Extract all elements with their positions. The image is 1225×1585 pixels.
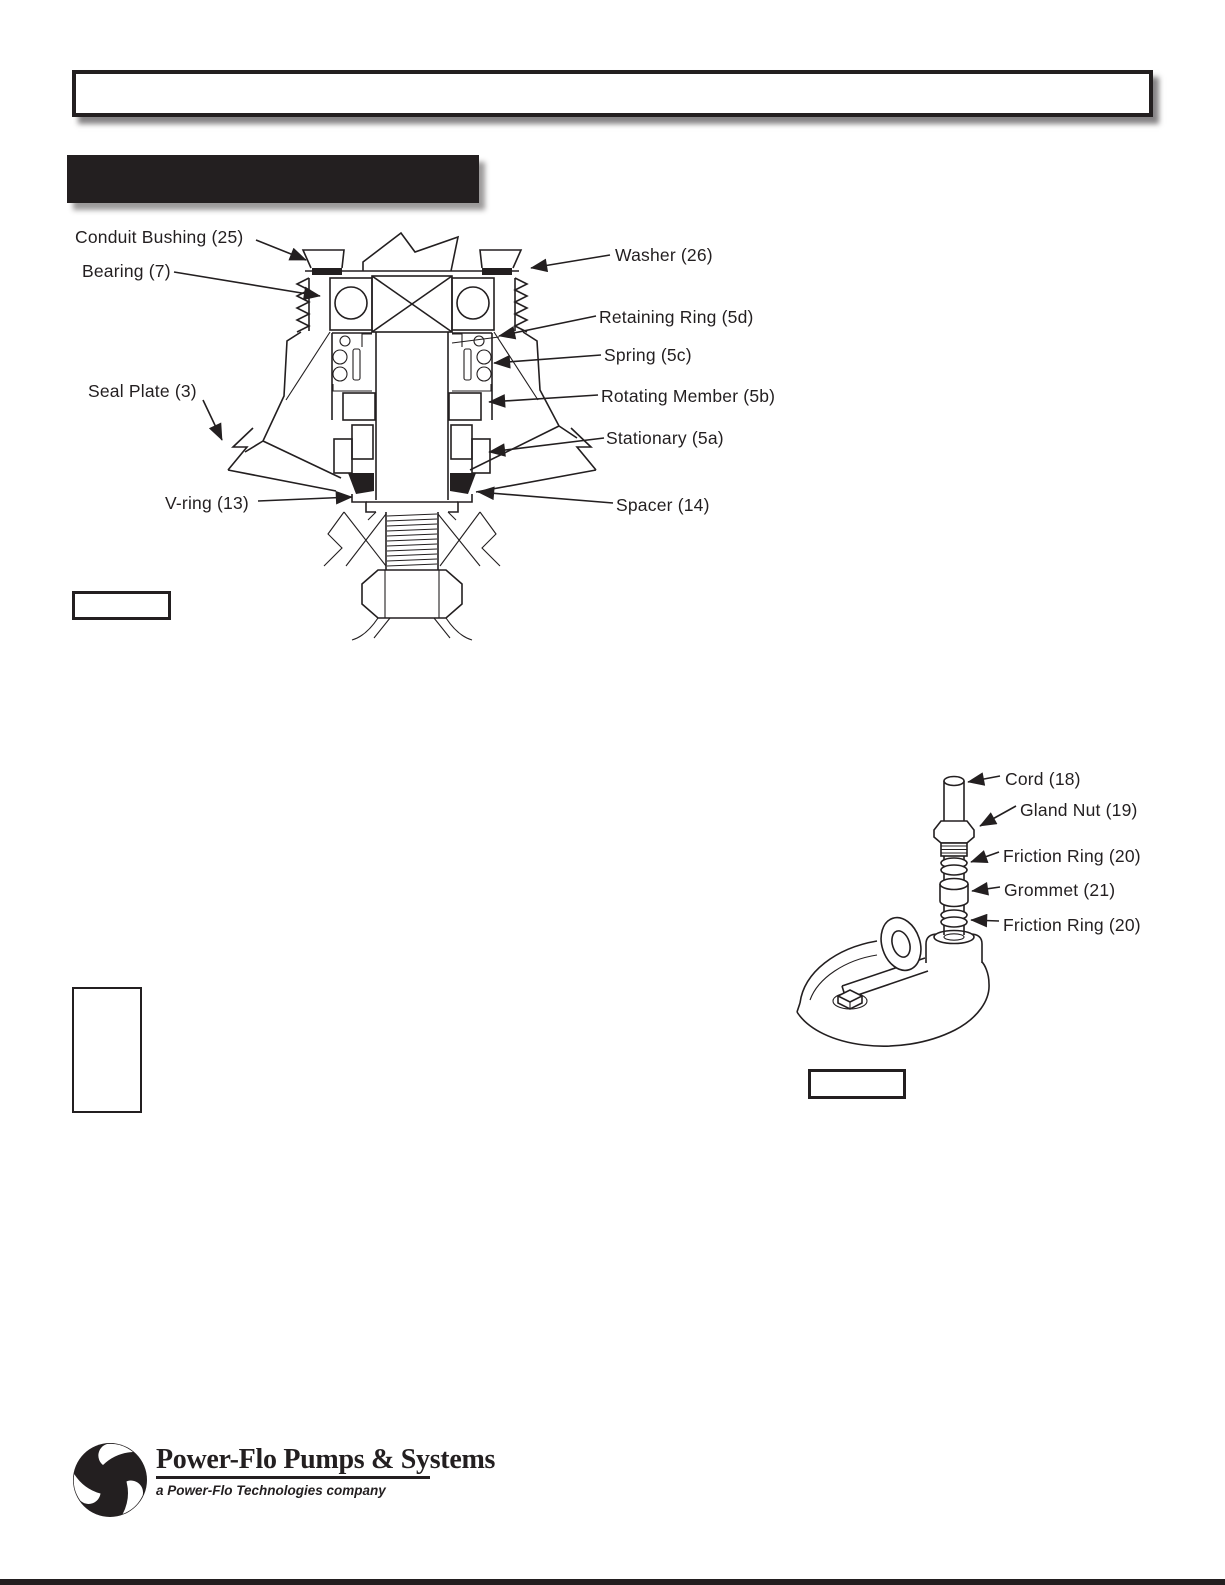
seal-cross-section-drawing bbox=[174, 233, 613, 640]
label-friction-ring-1: Friction Ring (20) bbox=[1003, 846, 1141, 866]
brand-rule bbox=[156, 1476, 430, 1479]
label-retaining-ring: Retaining Ring (5d) bbox=[599, 307, 754, 327]
brand-tagline: a Power-Flo Technologies company bbox=[156, 1483, 386, 1498]
label-gland-nut: Gland Nut (19) bbox=[1020, 800, 1138, 820]
figure-number-box-2 bbox=[808, 1069, 906, 1099]
label-conduit-bushing: Conduit Bushing (25) bbox=[75, 227, 244, 247]
label-grommet: Grommet (21) bbox=[1004, 880, 1116, 900]
label-bearing: Bearing (7) bbox=[82, 261, 171, 281]
figure-number-box-1 bbox=[72, 591, 171, 620]
power-flo-swirl-icon bbox=[67, 1443, 147, 1518]
cord-gland-drawing bbox=[797, 776, 1016, 1046]
label-stationary: Stationary (5a) bbox=[606, 428, 724, 448]
label-cord: Cord (18) bbox=[1005, 769, 1081, 789]
label-spacer: Spacer (14) bbox=[616, 495, 710, 515]
label-rotating-member: Rotating Member (5b) bbox=[601, 386, 776, 406]
brand-name: Power-Flo Pumps & Systems bbox=[156, 1444, 496, 1475]
label-washer: Washer (26) bbox=[615, 245, 713, 265]
page-bottom-bar bbox=[0, 1579, 1225, 1585]
label-seal-plate: Seal Plate (3) bbox=[88, 381, 197, 401]
label-spring: Spring (5c) bbox=[604, 345, 692, 365]
label-v-ring: V-ring (13) bbox=[165, 493, 249, 513]
bearing-drawing bbox=[330, 276, 494, 332]
warning-box bbox=[72, 987, 142, 1113]
label-friction-ring-2: Friction Ring (20) bbox=[1003, 915, 1141, 935]
